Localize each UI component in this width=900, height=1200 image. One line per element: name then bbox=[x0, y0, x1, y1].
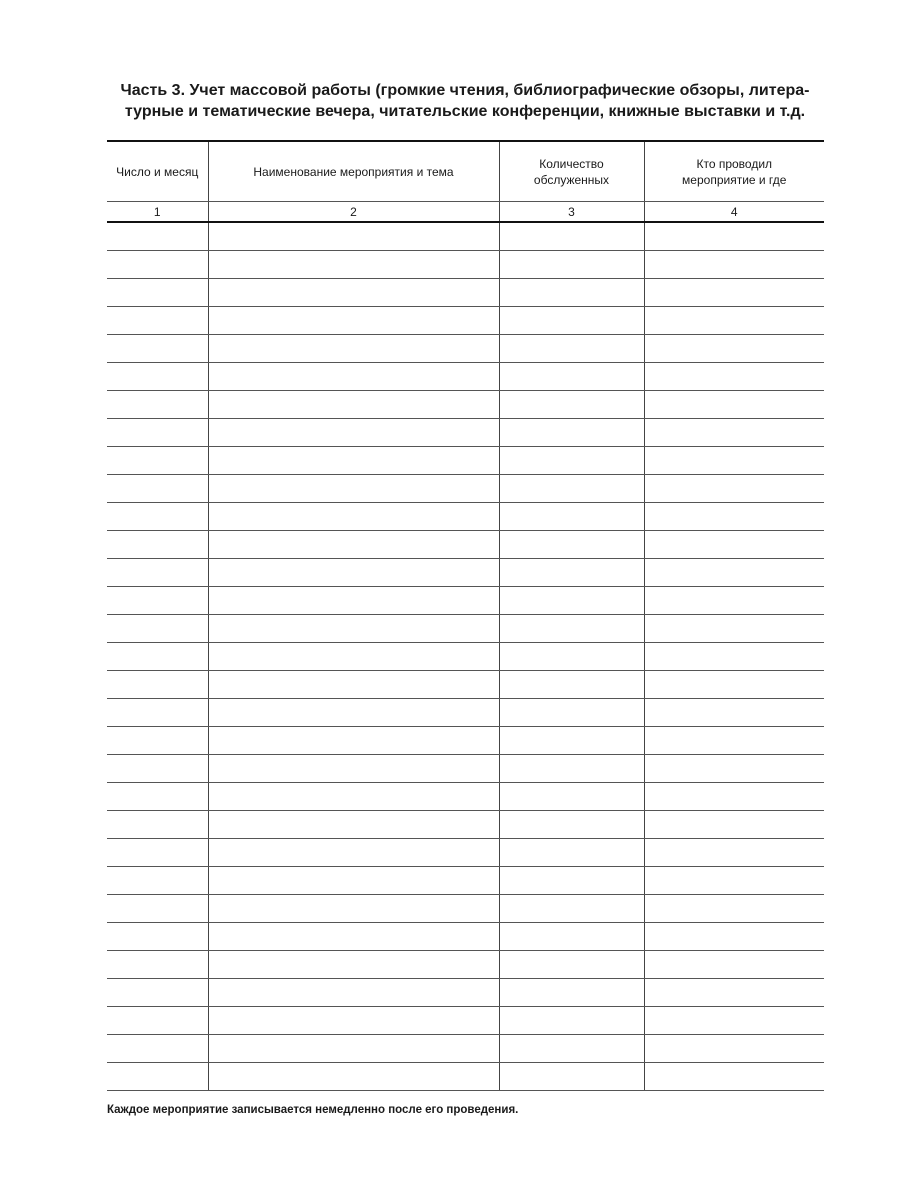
table-row bbox=[107, 783, 824, 811]
table-row bbox=[107, 222, 824, 251]
cell-served-count bbox=[499, 531, 644, 559]
column-header-event-name-text: Наименование мероприятия и тема bbox=[253, 164, 454, 179]
cell-event-name bbox=[208, 783, 499, 811]
cell-served-count bbox=[499, 279, 644, 307]
cell-served-count bbox=[499, 307, 644, 335]
cell-served-count bbox=[499, 1035, 644, 1063]
cell-served-count bbox=[499, 1063, 644, 1091]
cell-event-name bbox=[208, 307, 499, 335]
cell-served-count bbox=[499, 727, 644, 755]
table-row bbox=[107, 643, 824, 671]
cell-served-count bbox=[499, 587, 644, 615]
cell-event-name bbox=[208, 643, 499, 671]
column-header-date bbox=[107, 141, 208, 202]
table-row bbox=[107, 363, 824, 391]
cell-conducted-by bbox=[644, 475, 824, 503]
cell-served-count bbox=[499, 251, 644, 279]
cell-conducted-by bbox=[644, 699, 824, 727]
column-header-served-count-line-1: Количество bbox=[539, 156, 604, 171]
column-number-2: 2 bbox=[208, 202, 499, 223]
cell-served-count bbox=[499, 699, 644, 727]
table-row bbox=[107, 979, 824, 1007]
cell-date bbox=[107, 391, 208, 419]
cell-date bbox=[107, 419, 208, 447]
cell-date bbox=[107, 587, 208, 615]
cell-event-name bbox=[208, 363, 499, 391]
cell-date bbox=[107, 643, 208, 671]
cell-date bbox=[107, 1007, 208, 1035]
cell-served-count bbox=[499, 503, 644, 531]
table-body bbox=[107, 222, 824, 1091]
cell-date bbox=[107, 559, 208, 587]
cell-date bbox=[107, 755, 208, 783]
cell-event-name bbox=[208, 335, 499, 363]
cell-date bbox=[107, 251, 208, 279]
cell-date bbox=[107, 475, 208, 503]
events-log-table bbox=[107, 140, 824, 1091]
column-header-conducted-by-line-1: Кто проводил bbox=[696, 156, 773, 171]
table-row bbox=[107, 251, 824, 279]
cell-date bbox=[107, 531, 208, 559]
cell-event-name bbox=[208, 391, 499, 419]
cell-conducted-by bbox=[644, 1035, 824, 1063]
cell-date bbox=[107, 1063, 208, 1091]
cell-event-name bbox=[208, 1035, 499, 1063]
cell-event-name bbox=[208, 951, 499, 979]
cell-event-name bbox=[208, 475, 499, 503]
cell-conducted-by bbox=[644, 727, 824, 755]
cell-conducted-by bbox=[644, 503, 824, 531]
cell-date bbox=[107, 923, 208, 951]
table-row bbox=[107, 895, 824, 923]
cell-conducted-by bbox=[644, 307, 824, 335]
cell-served-count bbox=[499, 895, 644, 923]
cell-conducted-by bbox=[644, 222, 824, 251]
cell-date bbox=[107, 979, 208, 1007]
table-row bbox=[107, 503, 824, 531]
cell-served-count bbox=[499, 643, 644, 671]
table-row bbox=[107, 1007, 824, 1035]
footnote: Каждое мероприятие записывается немедленно после его проведения. bbox=[107, 1104, 519, 1116]
cell-conducted-by bbox=[644, 783, 824, 811]
cell-event-name bbox=[208, 419, 499, 447]
cell-date bbox=[107, 222, 208, 251]
cell-event-name bbox=[208, 587, 499, 615]
cell-date bbox=[107, 783, 208, 811]
cell-conducted-by bbox=[644, 895, 824, 923]
table-row bbox=[107, 1035, 824, 1063]
page-title bbox=[100, 80, 830, 122]
cell-served-count bbox=[499, 222, 644, 251]
cell-served-count bbox=[499, 475, 644, 503]
column-header-conducted-by-line-2: мероприятие и где bbox=[682, 172, 787, 187]
cell-date bbox=[107, 895, 208, 923]
table-row bbox=[107, 531, 824, 559]
cell-event-name bbox=[208, 727, 499, 755]
cell-date bbox=[107, 811, 208, 839]
cell-conducted-by bbox=[644, 979, 824, 1007]
cell-served-count bbox=[499, 615, 644, 643]
cell-date bbox=[107, 951, 208, 979]
cell-date bbox=[107, 839, 208, 867]
table-row bbox=[107, 839, 824, 867]
cell-served-count bbox=[499, 811, 644, 839]
cell-date bbox=[107, 699, 208, 727]
table-row bbox=[107, 559, 824, 587]
table-row bbox=[107, 587, 824, 615]
table-row bbox=[107, 867, 824, 895]
table-row bbox=[107, 699, 824, 727]
cell-conducted-by bbox=[644, 1063, 824, 1091]
cell-event-name bbox=[208, 615, 499, 643]
cell-event-name bbox=[208, 279, 499, 307]
cell-date bbox=[107, 1035, 208, 1063]
cell-conducted-by bbox=[644, 615, 824, 643]
table-row bbox=[107, 811, 824, 839]
column-number-row bbox=[107, 202, 824, 223]
table-row bbox=[107, 1063, 824, 1091]
cell-served-count bbox=[499, 419, 644, 447]
cell-conducted-by bbox=[644, 447, 824, 475]
cell-served-count bbox=[499, 671, 644, 699]
cell-date bbox=[107, 867, 208, 895]
column-header-date-text: Число и месяц bbox=[116, 164, 199, 179]
cell-event-name bbox=[208, 699, 499, 727]
cell-served-count bbox=[499, 867, 644, 895]
cell-event-name bbox=[208, 979, 499, 1007]
cell-conducted-by bbox=[644, 643, 824, 671]
cell-event-name bbox=[208, 811, 499, 839]
cell-conducted-by bbox=[644, 755, 824, 783]
cell-conducted-by bbox=[644, 587, 824, 615]
cell-event-name bbox=[208, 531, 499, 559]
table-row bbox=[107, 923, 824, 951]
table-row bbox=[107, 615, 824, 643]
cell-date bbox=[107, 503, 208, 531]
cell-conducted-by bbox=[644, 251, 824, 279]
cell-conducted-by bbox=[644, 391, 824, 419]
page-title-line-2: турные и тематические вечера, читательские конференции, книжные выставки и т.д. bbox=[124, 103, 806, 120]
cell-event-name bbox=[208, 503, 499, 531]
table-row bbox=[107, 475, 824, 503]
cell-date bbox=[107, 279, 208, 307]
cell-conducted-by bbox=[644, 363, 824, 391]
cell-date bbox=[107, 671, 208, 699]
table-row bbox=[107, 279, 824, 307]
column-header-conducted-by bbox=[644, 141, 824, 202]
table-row bbox=[107, 951, 824, 979]
cell-served-count bbox=[499, 951, 644, 979]
cell-event-name bbox=[208, 895, 499, 923]
cell-date bbox=[107, 727, 208, 755]
cell-conducted-by bbox=[644, 531, 824, 559]
cell-date bbox=[107, 335, 208, 363]
cell-conducted-by bbox=[644, 923, 824, 951]
cell-served-count bbox=[499, 783, 644, 811]
cell-conducted-by bbox=[644, 951, 824, 979]
table-row bbox=[107, 419, 824, 447]
cell-date bbox=[107, 363, 208, 391]
cell-served-count bbox=[499, 839, 644, 867]
cell-event-name bbox=[208, 839, 499, 867]
table-row bbox=[107, 335, 824, 363]
cell-event-name bbox=[208, 251, 499, 279]
cell-conducted-by bbox=[644, 867, 824, 895]
table-row bbox=[107, 755, 824, 783]
cell-conducted-by bbox=[644, 1007, 824, 1035]
table-header-row bbox=[107, 141, 824, 202]
cell-served-count bbox=[499, 559, 644, 587]
cell-served-count bbox=[499, 979, 644, 1007]
cell-conducted-by bbox=[644, 419, 824, 447]
cell-event-name bbox=[208, 671, 499, 699]
table-row bbox=[107, 671, 824, 699]
table-row bbox=[107, 727, 824, 755]
cell-event-name bbox=[208, 755, 499, 783]
page-title-line-1: Часть 3. Учет массовой работы (громкие чтения, библиографические обзоры, литера- bbox=[120, 82, 810, 99]
cell-event-name bbox=[208, 559, 499, 587]
cell-served-count bbox=[499, 923, 644, 951]
cell-conducted-by bbox=[644, 279, 824, 307]
cell-event-name bbox=[208, 447, 499, 475]
column-header-served-count-line-2: обслуженных bbox=[533, 172, 610, 187]
column-header-event-name bbox=[208, 141, 499, 202]
cell-served-count bbox=[499, 755, 644, 783]
table-row bbox=[107, 447, 824, 475]
cell-date bbox=[107, 307, 208, 335]
cell-event-name bbox=[208, 923, 499, 951]
cell-served-count bbox=[499, 335, 644, 363]
cell-served-count bbox=[499, 1007, 644, 1035]
cell-event-name bbox=[208, 867, 499, 895]
cell-date bbox=[107, 615, 208, 643]
column-number-3: 3 bbox=[499, 202, 644, 223]
cell-conducted-by bbox=[644, 335, 824, 363]
cell-event-name bbox=[208, 222, 499, 251]
table-row bbox=[107, 391, 824, 419]
cell-conducted-by bbox=[644, 559, 824, 587]
column-number-4: 4 bbox=[644, 202, 824, 223]
cell-event-name bbox=[208, 1063, 499, 1091]
cell-served-count bbox=[499, 447, 644, 475]
cell-conducted-by bbox=[644, 671, 824, 699]
cell-served-count bbox=[499, 363, 644, 391]
cell-event-name bbox=[208, 1007, 499, 1035]
cell-conducted-by bbox=[644, 811, 824, 839]
cell-date bbox=[107, 447, 208, 475]
cell-conducted-by bbox=[644, 839, 824, 867]
table-row bbox=[107, 307, 824, 335]
column-number-1: 1 bbox=[107, 202, 208, 223]
cell-served-count bbox=[499, 391, 644, 419]
column-header-served-count bbox=[499, 141, 644, 202]
